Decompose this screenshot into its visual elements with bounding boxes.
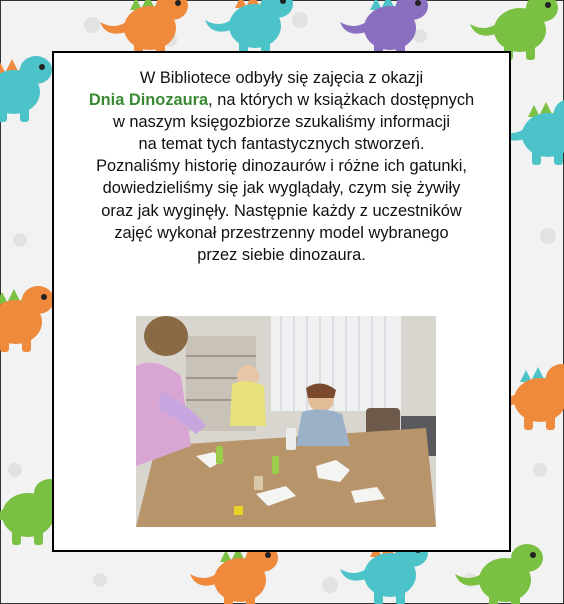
text-line bbox=[64, 89, 499, 111]
dino-left-orange-icon bbox=[0, 286, 54, 352]
dino-top-orange-icon bbox=[100, 0, 188, 58]
text-line: zajęć wykonał przestrzenny model wybranego bbox=[114, 223, 449, 242]
event-name-highlight: Dnia Dinozaura bbox=[88, 91, 209, 110]
dino-top-teal-icon bbox=[205, 0, 293, 56]
dino-bottom-orange-icon bbox=[190, 544, 278, 604]
dino-top-purple-icon bbox=[340, 0, 428, 58]
text-line: na temat tych fantastycznych stworzeń. bbox=[138, 135, 425, 154]
text-line: w naszym księgozbiorze szukaliśmy informacji bbox=[112, 113, 451, 132]
text-line: Poznaliśmy historię dinozaurów i różne ich gatunki, bbox=[96, 157, 467, 176]
announcement-card bbox=[52, 51, 511, 552]
announcement-text bbox=[64, 67, 499, 266]
dino-left-teal-icon bbox=[0, 56, 52, 122]
workshop-photo bbox=[136, 316, 436, 527]
text-line: przez siebie dinozaura. bbox=[197, 245, 366, 264]
text-line-rest: , na których w książkach dostępnych bbox=[208, 91, 475, 110]
text-line: oraz jak wyginęły. Następnie każdy z uczestników bbox=[101, 201, 462, 220]
text-line: W Bibliotece odbyły się zajęcia z okazji bbox=[139, 69, 424, 87]
text-line: dowiedzieliśmy się jak wyglądały, czym się żywiły bbox=[102, 179, 461, 198]
